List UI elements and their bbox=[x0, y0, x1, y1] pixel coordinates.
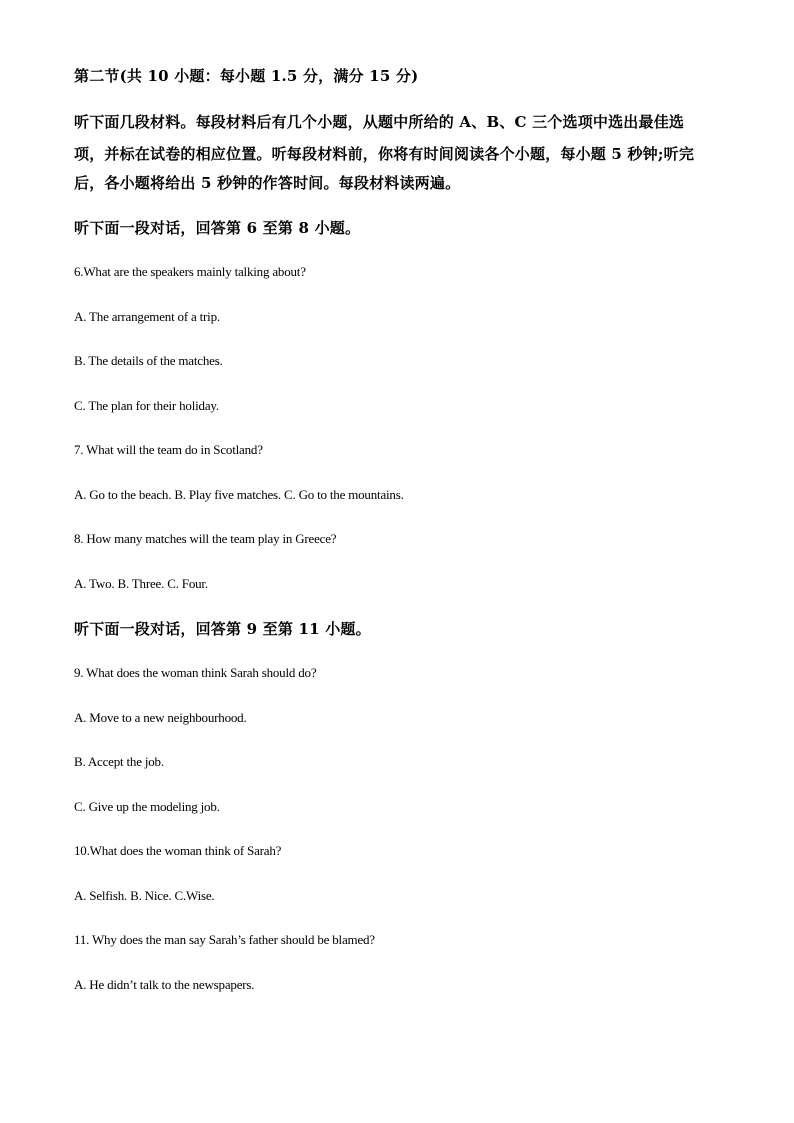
option-line: C. Give up the modeling job. bbox=[74, 799, 220, 814]
option-line: C. The plan for their holiday. bbox=[74, 398, 219, 413]
option-line: A. He didn’t talk to the newspapers. bbox=[74, 977, 255, 992]
option-line: A. Selfish. B. Nice. C.Wise. bbox=[74, 888, 215, 903]
question-11: 11. Why does the man say Sarah’s father should be blamed? bbox=[74, 932, 375, 947]
group-heading: 听下面一段对话，回答第 6 至第 8 小题。 bbox=[74, 219, 361, 237]
instruction-line: 听下面几段材料。每段材料后有几个小题，从题中所给的 A、B、C 三个选项中选出最佳选 bbox=[74, 113, 685, 131]
question-9: 9. What does the woman think Sarah should do? bbox=[74, 665, 317, 680]
option-line: B. The details of the matches. bbox=[74, 353, 223, 368]
question-10: 10.What does the woman think of Sarah? bbox=[74, 843, 282, 858]
question-7: 7. What will the team do in Scotland? bbox=[74, 442, 263, 457]
option-line: B. Accept the job. bbox=[74, 754, 164, 769]
instruction-line: 后，各小题将给出 5 秒钟的作答时间。每段材料读两遍。 bbox=[74, 174, 461, 192]
option-line: A. The arrangement of a trip. bbox=[74, 309, 220, 324]
instruction-line: 项，并标在试卷的相应位置。听每段材料前，你将有时间阅读各个小题，每小题 5 秒钟;听完 bbox=[74, 145, 695, 163]
section-title: 第二节(共 10 小题：每小题 1.5 分，满分 15 分) bbox=[74, 67, 419, 85]
question-6: 6.What are the speakers mainly talking about? bbox=[74, 264, 306, 279]
group-heading: 听下面一段对话，回答第 9 至第 11 小题。 bbox=[74, 620, 371, 638]
option-line: A. Two. B. Three. C. Four. bbox=[74, 576, 208, 591]
question-8: 8. How many matches will the team play in Greece? bbox=[74, 531, 337, 546]
option-line: A. Move to a new neighbourhood. bbox=[74, 710, 247, 725]
option-line: A. Go to the beach. B. Play five matches. C. Go to the mountains. bbox=[74, 487, 404, 502]
